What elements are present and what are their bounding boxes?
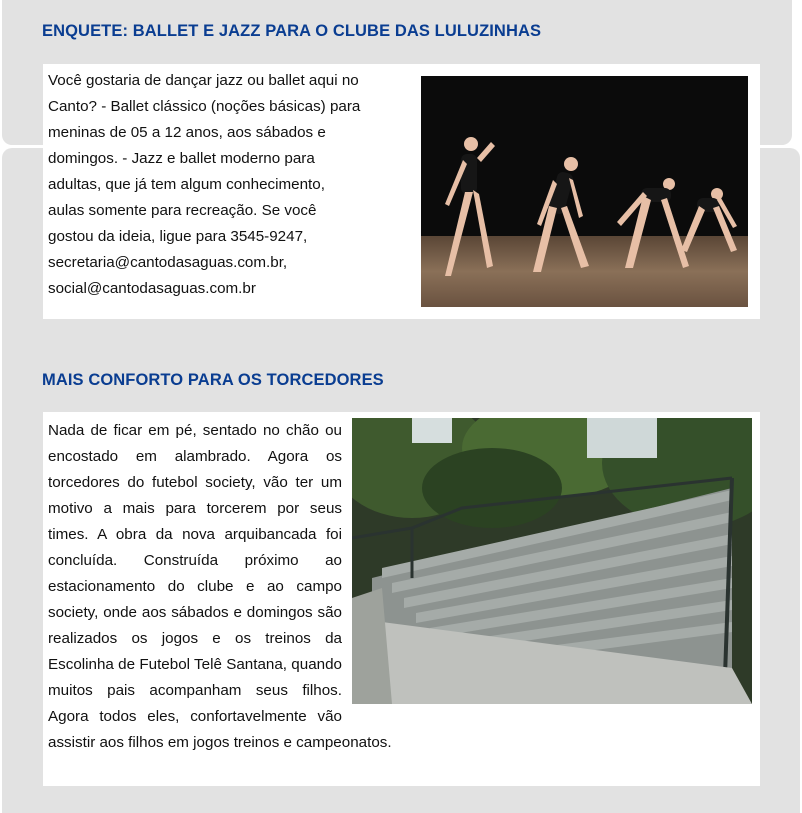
article-body-ballet bbox=[48, 68, 411, 302]
text-line: Você gostaria de dançar jazz ou ballet aqui no bbox=[48, 72, 359, 89]
text-line: aulas somente para recreação. Se você bbox=[48, 202, 317, 219]
text-line: Canto? - Ballet clássico (noções básicas) para bbox=[48, 98, 361, 115]
article-title-ballet: ENQUETE: BALLET E JAZZ PARA O CLUBE DAS LULUZINHAS bbox=[42, 22, 542, 40]
article-title-torcedores: MAIS CONFORTO PARA OS TORCEDORES bbox=[42, 371, 384, 389]
text-line: domingos. - Jazz e ballet moderno para bbox=[48, 150, 315, 167]
ballet-dancers-photo bbox=[421, 76, 748, 307]
text-line: social@cantodasaguas.com.br bbox=[48, 280, 256, 297]
bleachers-photo bbox=[352, 418, 754, 716]
text-line: gostou da ideia, ligue para 3545-9247, bbox=[48, 228, 308, 245]
article-card-torcedores bbox=[43, 412, 760, 786]
text-line: secretaria@cantodasaguas.com.br, bbox=[48, 254, 288, 271]
article-body-torcedores bbox=[48, 418, 754, 756]
article-card-ballet bbox=[43, 64, 760, 319]
text-line: adultas, que já tem algum conhecimento, bbox=[48, 176, 325, 193]
article-text: Nada de ficar em pé, sentado no chão ou encostado em alambrado. Agora os torcedores do futebol society, vão ter um motivo a mais para torcerem por seus times. A obra da nova arquibancada foi concluída. Construída próximo ao estacionamento do clube e ao campo society, onde aos sábados e domingos são realizados os jogos e os treinos da Escolinha de Futebol Telê Santana, quando muitos pais acompanham seus filhos. Agora todos eles, confortavelmente vão assistir aos filhos em jogos treinos e campeonatos. bbox=[48, 422, 392, 751]
text-line: meninas de 05 a 12 anos, aos sábados e bbox=[48, 124, 326, 141]
